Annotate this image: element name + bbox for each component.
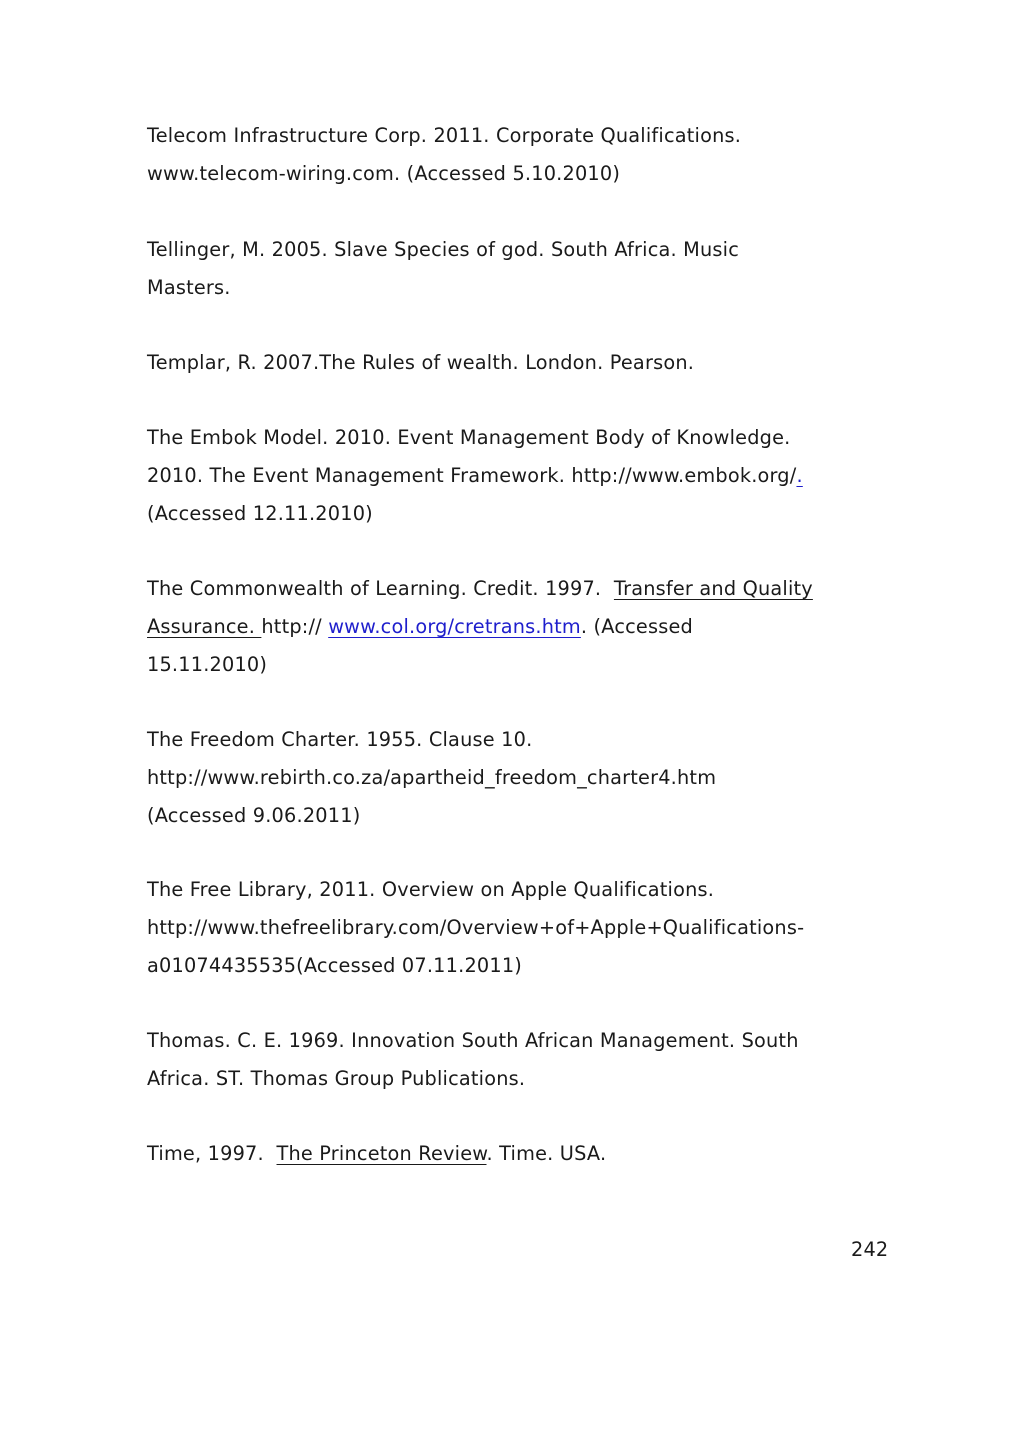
page-number: 242 [851,1238,889,1261]
reference-line: The Freedom Charter. 1955. Clause 10. [147,728,533,751]
reference-entry [147,721,887,835]
reference-line: (Accessed 9.06.2011) [147,804,361,827]
reference-entry [147,117,887,193]
underlined-title: Transfer and Quality [613,577,813,600]
reference-text: 2010. The Event Management Framework. http://www.embok.org/ [147,464,797,487]
reference-entry [147,419,887,533]
underlined-title: The Princeton Review [276,1142,487,1165]
reference-text: Time, 1997. [147,1142,277,1165]
reference-line: http://www.rebirth.co.za/apartheid_freedom_charter4.htm [147,766,717,789]
reference-entry [147,231,887,307]
reference-line: The Free Library, 2011. Overview on Apple Qualifications. [147,878,715,901]
reference-text: . Time. USA. [486,1142,607,1165]
reference-line: Templar, R. 2007.The Rules of wealth. London. Pearson. [147,351,695,374]
reference-text: http:// [261,615,329,638]
reference-line [147,608,887,646]
reference-entry [147,871,887,985]
reference-line: a01074435535(Accessed 07.11.2011) [147,954,523,977]
reference-line [147,570,887,608]
reference-line [147,1135,887,1173]
reference-entry [147,344,887,382]
reference-line: The Embok Model. 2010. Event Management Body of Knowledge. [147,426,791,449]
reference-line: Africa. ST. Thomas Group Publications. [147,1067,526,1090]
underlined-title: Assurance. [147,615,262,638]
reference-line: Masters. [147,276,231,299]
reference-text: The Commonwealth of Learning. Credit. 1997. [147,577,614,600]
reference-entry [147,1135,887,1173]
reference-line: Telecom Infrastructure Corp. 2011. Corporate Qualifications. [147,124,742,147]
reference-text: . (Accessed [580,615,693,638]
hyperlink[interactable]: www.col.org/cretrans.htm [328,615,581,638]
reference-line [147,457,887,495]
reference-line: 15.11.2010) [147,653,268,676]
reference-line: (Accessed 12.11.2010) [147,502,373,525]
reference-entry [147,570,887,684]
reference-line: www.telecom-wiring.com. (Accessed 5.10.2010) [147,162,621,185]
reference-line: Tellinger, M. 2005. Slave Species of god. South Africa. Music [147,238,740,261]
reference-line: http://www.thefreelibrary.com/Overview+of+Apple+Qualifications- [147,916,805,939]
hyperlink[interactable]: . [796,464,803,487]
reference-line: Thomas. C. E. 1969. Innovation South African Management. South [147,1029,799,1052]
reference-entry [147,1022,887,1098]
